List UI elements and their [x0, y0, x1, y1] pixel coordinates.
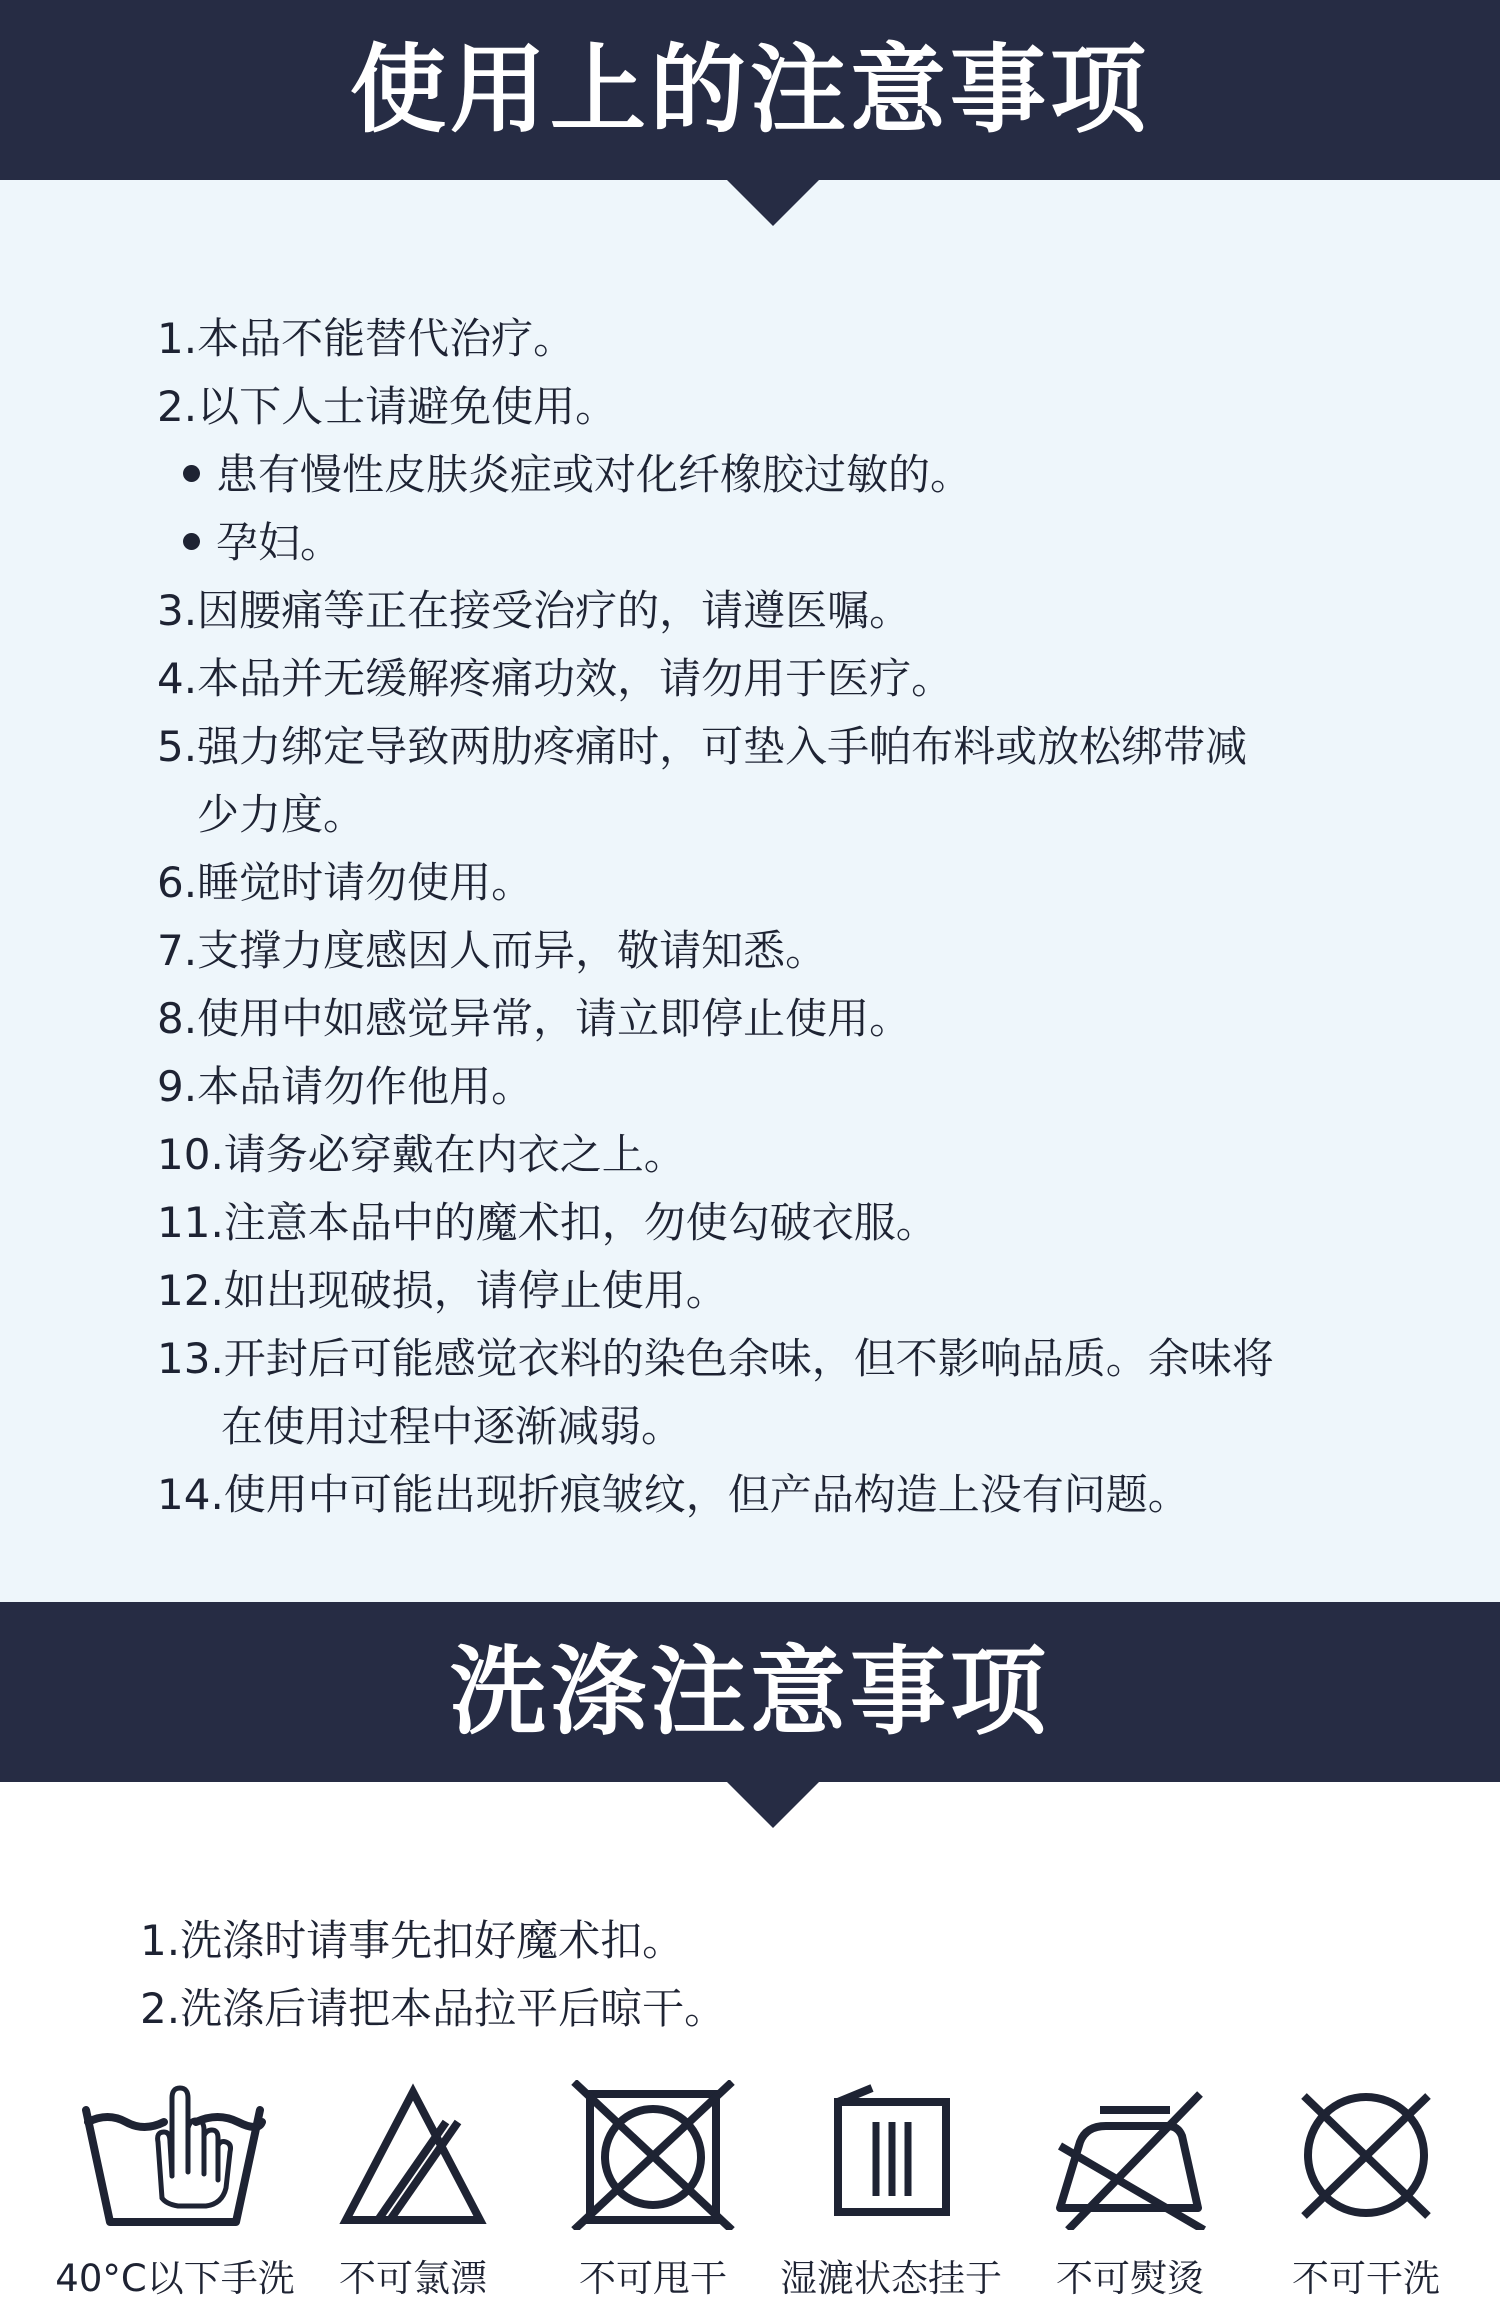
usage-banner-pointer	[727, 180, 819, 226]
usage-item: 10.请务必穿戴在内衣之上。	[157, 1130, 686, 1179]
wash-banner-pointer	[727, 1782, 819, 1828]
care-label: 不可氯漂	[339, 2257, 487, 2300]
usage-subitem-text: 孕妇。	[216, 518, 343, 567]
hand-wash-icon	[78, 2080, 268, 2230]
no-iron-icon	[1050, 2080, 1210, 2230]
usage-item-continuation: 在使用过程中逐渐减弱。	[221, 1402, 684, 1451]
usage-item: 5.强力绑定导致两肋疼痛时，可垫入手帕布料或放松绑带减	[157, 722, 1248, 771]
usage-item: 3.因腰痛等正在接受治疗的，请遵医嘱。	[157, 586, 912, 635]
wash-item: 1.洗涤时请事先扣好魔术扣。	[140, 1916, 685, 1965]
usage-item: 4.本品并无缓解疼痛功效，请勿用于医疗。	[157, 654, 954, 703]
wash-title: 洗涤注意事项	[450, 1636, 1050, 1748]
no-bleach-icon	[338, 2080, 488, 2230]
care-label: 不可干洗	[1292, 2257, 1440, 2300]
usage-subitem	[183, 442, 972, 502]
usage-item: 12.如出现破损，请停止使用。	[157, 1266, 728, 1315]
care-label: 不可熨烫	[1056, 2257, 1204, 2300]
usage-item: 2.以下人士请避免使用。	[157, 382, 618, 431]
usage-item: 9.本品请勿作他用。	[157, 1062, 534, 1111]
usage-item: 13.开封后可能感觉衣料的染色余味，但不影响品质。余味将	[157, 1334, 1274, 1383]
usage-banner	[0, 0, 1500, 180]
wash-banner	[0, 1602, 1500, 1782]
usage-item: 7.支撑力度感因人而异，敬请知悉。	[157, 926, 828, 975]
no-dry-clean-icon	[1296, 2080, 1436, 2230]
usage-subitem-text: 患有慢性皮肤炎症或对化纤橡胶过敏的。	[216, 450, 973, 499]
no-tumble-dry-icon	[568, 2080, 738, 2230]
usage-item: 11.注意本品中的魔术扣，勿使勾破衣服。	[157, 1198, 938, 1247]
care-label: 40°C以下手洗	[55, 2257, 295, 2300]
usage-subitem	[183, 510, 342, 570]
bullet-dot-icon	[183, 533, 200, 550]
usage-item: 14.使用中可能出现折痕皱纹，但产品构造上没有问题。	[157, 1470, 1190, 1519]
care-label: 湿漉状态挂于	[780, 2257, 1002, 2300]
care-label: 不可甩干	[579, 2257, 727, 2300]
bullet-dot-icon	[183, 465, 200, 482]
usage-title: 使用上的注意事项	[350, 34, 1150, 146]
usage-item-continuation: 少力度。	[197, 790, 366, 839]
usage-item: 1.本品不能替代治疗。	[157, 314, 576, 363]
wash-item: 2.洗涤后请把本品拉平后晾干。	[140, 1984, 727, 2033]
usage-item: 6.睡觉时请勿使用。	[157, 858, 534, 907]
usage-item: 8.使用中如感觉异常，请立即停止使用。	[157, 994, 912, 1043]
drip-dry-shade-icon	[832, 2080, 952, 2230]
